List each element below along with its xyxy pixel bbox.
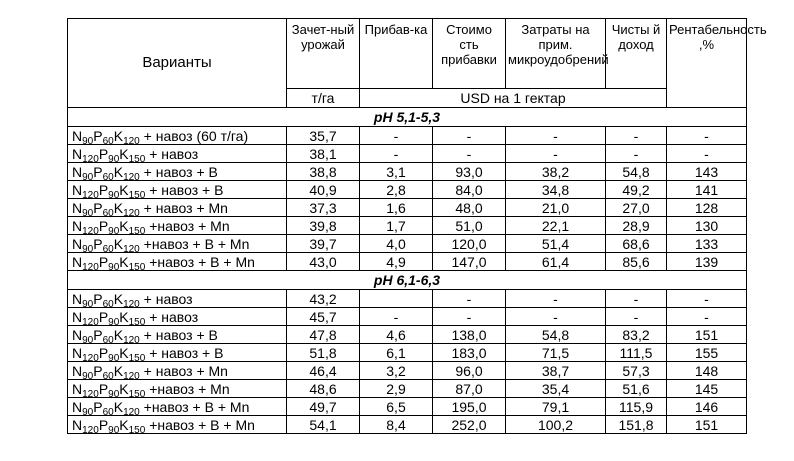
potassium-dose: 150 bbox=[128, 316, 146, 328]
nitrogen-dose: 120 bbox=[82, 352, 99, 364]
phosphorus-symbol: P bbox=[93, 290, 103, 307]
header-gain: Прибав-ка bbox=[360, 19, 433, 89]
cell-yield: 37,3 bbox=[287, 199, 360, 217]
variant-treatment: +навоз + B + Mn bbox=[143, 398, 250, 415]
header-row bbox=[68, 19, 747, 89]
nitrogen-symbol: N bbox=[72, 344, 83, 361]
cell-variant bbox=[68, 163, 287, 181]
cell-yield: 40,9 bbox=[287, 181, 360, 199]
cell-profitability: 145 bbox=[667, 380, 747, 398]
variant-treatment: + навоз + B bbox=[149, 181, 224, 198]
nitrogen-dose: 90 bbox=[82, 370, 94, 382]
potassium-symbol: K bbox=[113, 235, 124, 252]
phosphorus-symbol: P bbox=[98, 217, 109, 234]
cell-gain: 1,7 bbox=[360, 217, 433, 235]
cell-expenses: - bbox=[506, 127, 606, 145]
section-row bbox=[68, 271, 747, 290]
cell-cost: 84,0 bbox=[433, 181, 506, 199]
phosphorus-dose: 90 bbox=[108, 189, 120, 201]
cell-cost: - bbox=[433, 127, 506, 145]
potassium-symbol: K bbox=[113, 290, 124, 307]
phosphorus-symbol: P bbox=[93, 163, 103, 180]
cell-gain: 4,6 bbox=[360, 326, 433, 344]
phosphorus-dose: 90 bbox=[108, 352, 120, 364]
cell-variant bbox=[68, 181, 287, 199]
nitrogen-dose: 90 bbox=[82, 298, 94, 310]
variant-treatment: + навоз (60 т/га) bbox=[143, 127, 249, 144]
cell-net-income: 85,6 bbox=[606, 253, 667, 271]
cell-expenses: - bbox=[506, 290, 606, 308]
cell-profitability: - bbox=[667, 145, 747, 163]
cell-cost: 87,0 bbox=[433, 380, 506, 398]
table-row bbox=[68, 308, 747, 326]
header-cost: Стоимо сть прибавки bbox=[433, 19, 506, 89]
cell-profitability: 128 bbox=[667, 199, 747, 217]
cell-gain: 2,9 bbox=[360, 380, 433, 398]
cell-expenses: 79,1 bbox=[506, 398, 606, 416]
cell-profitability: 143 bbox=[667, 163, 747, 181]
phosphorus-symbol: P bbox=[93, 235, 103, 252]
cell-variant bbox=[68, 145, 287, 163]
potassium-symbol: K bbox=[119, 344, 129, 361]
results-table bbox=[67, 18, 767, 436]
cell-profitability: - bbox=[667, 308, 747, 326]
unit-usd: USD на 1 гектар bbox=[360, 89, 667, 108]
potassium-dose: 120 bbox=[123, 243, 140, 255]
nitrogen-symbol: N bbox=[72, 398, 83, 415]
table-row bbox=[68, 326, 747, 344]
cell-yield: 45,7 bbox=[287, 308, 360, 326]
phosphorus-dose: 60 bbox=[102, 207, 114, 219]
cell-expenses: 35,4 bbox=[506, 380, 606, 398]
cell-yield: 43,2 bbox=[287, 290, 360, 308]
cell-expenses: 22,1 bbox=[506, 217, 606, 235]
table-row bbox=[68, 217, 747, 235]
potassium-symbol: K bbox=[113, 326, 124, 343]
cell-gain: 4,9 bbox=[360, 253, 433, 271]
variant-treatment: +навоз + B + Mn bbox=[149, 416, 255, 433]
cell-gain: 1,6 bbox=[360, 199, 433, 217]
nitrogen-dose: 120 bbox=[82, 189, 99, 201]
cell-gain bbox=[360, 290, 433, 308]
phosphorus-dose: 90 bbox=[108, 388, 120, 400]
potassium-dose: 150 bbox=[128, 388, 146, 400]
potassium-dose: 120 bbox=[123, 135, 140, 147]
phosphorus-dose: 60 bbox=[102, 406, 114, 418]
potassium-dose: 120 bbox=[123, 406, 140, 418]
nitrogen-symbol: N bbox=[72, 416, 83, 433]
table-row bbox=[68, 380, 747, 398]
table-row bbox=[68, 253, 747, 271]
table-row bbox=[68, 344, 747, 362]
nitrogen-dose: 90 bbox=[82, 334, 94, 346]
header-profitability: Рентабельность ,% bbox=[667, 19, 747, 108]
cell-yield: 39,8 bbox=[287, 217, 360, 235]
phosphorus-dose: 60 bbox=[102, 334, 114, 346]
cell-net-income: 151,8 bbox=[606, 416, 667, 434]
nitrogen-dose: 120 bbox=[82, 153, 99, 165]
table-body bbox=[68, 19, 767, 436]
potassium-dose: 150 bbox=[128, 424, 146, 436]
header-variants: Варианты bbox=[68, 19, 287, 108]
section-title: pH 5,1-5,3 bbox=[68, 108, 747, 127]
cell-net-income: 54,8 bbox=[606, 163, 667, 181]
cell-gain: 2,8 bbox=[360, 181, 433, 199]
phosphorus-symbol: P bbox=[98, 308, 109, 325]
cell-yield: 35,7 bbox=[287, 127, 360, 145]
cell-profitability: 151 bbox=[667, 416, 747, 434]
nitrogen-symbol: N bbox=[72, 145, 83, 162]
cell-expenses: 51,4 bbox=[506, 235, 606, 253]
cell-yield: 49,7 bbox=[287, 398, 360, 416]
phosphorus-symbol: P bbox=[93, 127, 103, 144]
potassium-symbol: K bbox=[119, 308, 129, 325]
nitrogen-dose: 120 bbox=[82, 424, 99, 436]
table-row bbox=[68, 163, 747, 181]
cell-yield: 54,1 bbox=[287, 416, 360, 434]
potassium-symbol: K bbox=[119, 181, 129, 198]
cell-variant bbox=[68, 416, 287, 434]
cell-profitability: 146 bbox=[667, 398, 747, 416]
header-expenses: Затраты на прим. микроудобрений bbox=[506, 19, 606, 89]
cell-profitability: 151 bbox=[667, 326, 747, 344]
table-row bbox=[68, 362, 747, 380]
cell-net-income: 68,6 bbox=[606, 235, 667, 253]
variant-treatment: + навоз bbox=[149, 308, 199, 325]
cell-net-income: 51,6 bbox=[606, 380, 667, 398]
cell-gain: - bbox=[360, 308, 433, 326]
cell-net-income: 28,9 bbox=[606, 217, 667, 235]
nitrogen-dose: 120 bbox=[82, 261, 99, 273]
nitrogen-dose: 90 bbox=[82, 171, 94, 183]
cell-profitability: 148 bbox=[667, 362, 747, 380]
cell-variant bbox=[68, 217, 287, 235]
cell-net-income: - bbox=[606, 290, 667, 308]
phosphorus-symbol: P bbox=[98, 181, 109, 198]
potassium-symbol: K bbox=[113, 398, 124, 415]
header-yield: Зачет-ный урожай bbox=[287, 19, 360, 89]
cell-net-income: 57,3 bbox=[606, 362, 667, 380]
potassium-dose: 120 bbox=[123, 207, 140, 219]
potassium-dose: 150 bbox=[128, 189, 146, 201]
nitrogen-symbol: N bbox=[72, 380, 83, 397]
potassium-symbol: K bbox=[119, 145, 129, 162]
cell-profitability: - bbox=[667, 290, 747, 308]
phosphorus-dose: 60 bbox=[102, 370, 114, 382]
unit-yield: т/га bbox=[287, 89, 360, 108]
phosphorus-dose: 90 bbox=[108, 316, 120, 328]
phosphorus-symbol: P bbox=[98, 416, 109, 433]
section-title: pH 6,1-6,3 bbox=[68, 271, 747, 290]
potassium-dose: 120 bbox=[123, 171, 140, 183]
nitrogen-symbol: N bbox=[72, 235, 83, 252]
cell-cost: 252,0 bbox=[433, 416, 506, 434]
nitrogen-symbol: N bbox=[72, 290, 83, 307]
nitrogen-dose: 120 bbox=[82, 316, 99, 328]
table-row bbox=[68, 398, 747, 416]
potassium-dose: 150 bbox=[128, 225, 146, 237]
phosphorus-symbol: P bbox=[93, 398, 103, 415]
cell-yield: 43,0 bbox=[287, 253, 360, 271]
table-row bbox=[68, 290, 747, 308]
phosphorus-dose: 90 bbox=[108, 225, 120, 237]
nitrogen-symbol: N bbox=[72, 127, 83, 144]
potassium-dose: 150 bbox=[128, 261, 146, 273]
cell-profitability: 130 bbox=[667, 217, 747, 235]
phosphorus-symbol: P bbox=[93, 199, 103, 216]
nitrogen-dose: 120 bbox=[82, 225, 99, 237]
cell-cost: 147,0 bbox=[433, 253, 506, 271]
phosphorus-dose: 60 bbox=[102, 298, 114, 310]
cell-profitability: 133 bbox=[667, 235, 747, 253]
nitrogen-symbol: N bbox=[72, 163, 83, 180]
cell-cost: 93,0 bbox=[433, 163, 506, 181]
cell-variant bbox=[68, 398, 287, 416]
cell-gain: 6,5 bbox=[360, 398, 433, 416]
phosphorus-dose: 60 bbox=[102, 243, 114, 255]
variant-treatment: +навоз + Mn bbox=[149, 217, 230, 234]
cell-net-income: 83,2 bbox=[606, 326, 667, 344]
cell-gain: 6,1 bbox=[360, 344, 433, 362]
cell-gain: - bbox=[360, 145, 433, 163]
cell-expenses: - bbox=[506, 308, 606, 326]
potassium-symbol: K bbox=[113, 127, 124, 144]
cell-variant bbox=[68, 235, 287, 253]
nitrogen-symbol: N bbox=[72, 326, 83, 343]
nitrogen-dose: 90 bbox=[82, 135, 94, 147]
table-row bbox=[68, 145, 747, 163]
cell-cost: - bbox=[433, 308, 506, 326]
variant-treatment: +навоз + Mn bbox=[149, 380, 230, 397]
cell-gain: 8,4 bbox=[360, 416, 433, 434]
cell-yield: 47,8 bbox=[287, 326, 360, 344]
potassium-dose: 120 bbox=[123, 334, 140, 346]
variant-treatment: +навоз + B + Mn bbox=[149, 253, 255, 270]
potassium-dose: 150 bbox=[128, 153, 146, 165]
cell-gain: - bbox=[360, 127, 433, 145]
cell-yield: 38,8 bbox=[287, 163, 360, 181]
cell-cost: 48,0 bbox=[433, 199, 506, 217]
cell-cost: 183,0 bbox=[433, 344, 506, 362]
nitrogen-dose: 90 bbox=[82, 406, 94, 418]
phosphorus-dose: 90 bbox=[108, 261, 120, 273]
cell-net-income: - bbox=[606, 308, 667, 326]
cell-cost: 195,0 bbox=[433, 398, 506, 416]
phosphorus-dose: 90 bbox=[108, 153, 120, 165]
cell-expenses: - bbox=[506, 145, 606, 163]
table-row bbox=[68, 199, 747, 217]
potassium-symbol: K bbox=[113, 163, 124, 180]
nitrogen-dose: 120 bbox=[82, 388, 99, 400]
table-row bbox=[68, 235, 747, 253]
nitrogen-symbol: N bbox=[72, 181, 83, 198]
nitrogen-symbol: N bbox=[72, 308, 83, 325]
variant-treatment: +навоз + B + Mn bbox=[143, 235, 250, 252]
cell-profitability: 141 bbox=[667, 181, 747, 199]
cell-net-income: 49,2 bbox=[606, 181, 667, 199]
phosphorus-symbol: P bbox=[93, 362, 103, 379]
variant-treatment: + навоз + B bbox=[149, 344, 224, 361]
table-row bbox=[68, 127, 747, 145]
header-net-income: Чисты й доход bbox=[606, 19, 667, 89]
cell-variant bbox=[68, 253, 287, 271]
phosphorus-dose: 60 bbox=[102, 171, 114, 183]
variant-treatment: + навоз + Mn bbox=[143, 199, 228, 216]
potassium-symbol: K bbox=[119, 217, 129, 234]
cell-variant bbox=[68, 362, 287, 380]
cell-expenses: 54,8 bbox=[506, 326, 606, 344]
variant-treatment: + навоз bbox=[143, 290, 193, 307]
potassium-symbol: K bbox=[119, 416, 129, 433]
cell-profitability: - bbox=[667, 127, 747, 145]
cell-expenses: 61,4 bbox=[506, 253, 606, 271]
cell-net-income: - bbox=[606, 145, 667, 163]
potassium-symbol: K bbox=[113, 362, 124, 379]
cell-variant bbox=[68, 199, 287, 217]
cell-gain: 3,1 bbox=[360, 163, 433, 181]
phosphorus-symbol: P bbox=[93, 326, 103, 343]
potassium-symbol: K bbox=[113, 199, 124, 216]
cell-expenses: 38,2 bbox=[506, 163, 606, 181]
cell-yield: 46,4 bbox=[287, 362, 360, 380]
cell-variant bbox=[68, 308, 287, 326]
cell-cost: - bbox=[433, 290, 506, 308]
potassium-dose: 120 bbox=[123, 370, 140, 382]
cell-yield: 48,6 bbox=[287, 380, 360, 398]
nitrogen-symbol: N bbox=[72, 217, 83, 234]
potassium-symbol: K bbox=[119, 380, 129, 397]
potassium-dose: 120 bbox=[123, 298, 140, 310]
cell-profitability: 155 bbox=[667, 344, 747, 362]
table-row bbox=[68, 416, 747, 434]
cell-gain: 3,2 bbox=[360, 362, 433, 380]
nitrogen-dose: 90 bbox=[82, 207, 94, 219]
cell-variant bbox=[68, 380, 287, 398]
phosphorus-symbol: P bbox=[98, 145, 109, 162]
cell-gain: 4,0 bbox=[360, 235, 433, 253]
cell-variant bbox=[68, 344, 287, 362]
potassium-dose: 150 bbox=[128, 352, 146, 364]
variant-treatment: + навоз + B bbox=[143, 326, 218, 343]
cell-expenses: 34,8 bbox=[506, 181, 606, 199]
cell-cost: - bbox=[433, 145, 506, 163]
cell-expenses: 38,7 bbox=[506, 362, 606, 380]
cell-cost: 96,0 bbox=[433, 362, 506, 380]
cell-yield: 39,7 bbox=[287, 235, 360, 253]
nitrogen-symbol: N bbox=[72, 253, 83, 270]
section-row bbox=[68, 108, 747, 127]
phosphorus-dose: 60 bbox=[102, 135, 114, 147]
nitrogen-symbol: N bbox=[72, 362, 83, 379]
cell-expenses: 21,0 bbox=[506, 199, 606, 217]
phosphorus-dose: 90 bbox=[108, 424, 120, 436]
nitrogen-dose: 90 bbox=[82, 243, 94, 255]
cell-expenses: 71,5 bbox=[506, 344, 606, 362]
variant-treatment: + навоз + B bbox=[143, 163, 218, 180]
variant-treatment: + навоз + Mn bbox=[143, 362, 228, 379]
cell-expenses: 100,2 bbox=[506, 416, 606, 434]
cell-cost: 138,0 bbox=[433, 326, 506, 344]
cell-profitability: 139 bbox=[667, 253, 747, 271]
cell-cost: 120,0 bbox=[433, 235, 506, 253]
cell-variant bbox=[68, 127, 287, 145]
phosphorus-symbol: P bbox=[98, 344, 109, 361]
cell-net-income: - bbox=[606, 127, 667, 145]
cell-net-income: 111,5 bbox=[606, 344, 667, 362]
phosphorus-symbol: P bbox=[98, 380, 109, 397]
nitrogen-symbol: N bbox=[72, 199, 83, 216]
cell-yield: 51,8 bbox=[287, 344, 360, 362]
cell-cost: 51,0 bbox=[433, 217, 506, 235]
table-row bbox=[68, 181, 747, 199]
variant-treatment: + навоз bbox=[149, 145, 199, 162]
potassium-symbol: K bbox=[119, 253, 129, 270]
cell-net-income: 115,9 bbox=[606, 398, 667, 416]
cell-yield: 38,1 bbox=[287, 145, 360, 163]
cell-variant bbox=[68, 326, 287, 344]
cell-net-income: 27,0 bbox=[606, 199, 667, 217]
cell-variant bbox=[68, 290, 287, 308]
phosphorus-symbol: P bbox=[98, 253, 109, 270]
